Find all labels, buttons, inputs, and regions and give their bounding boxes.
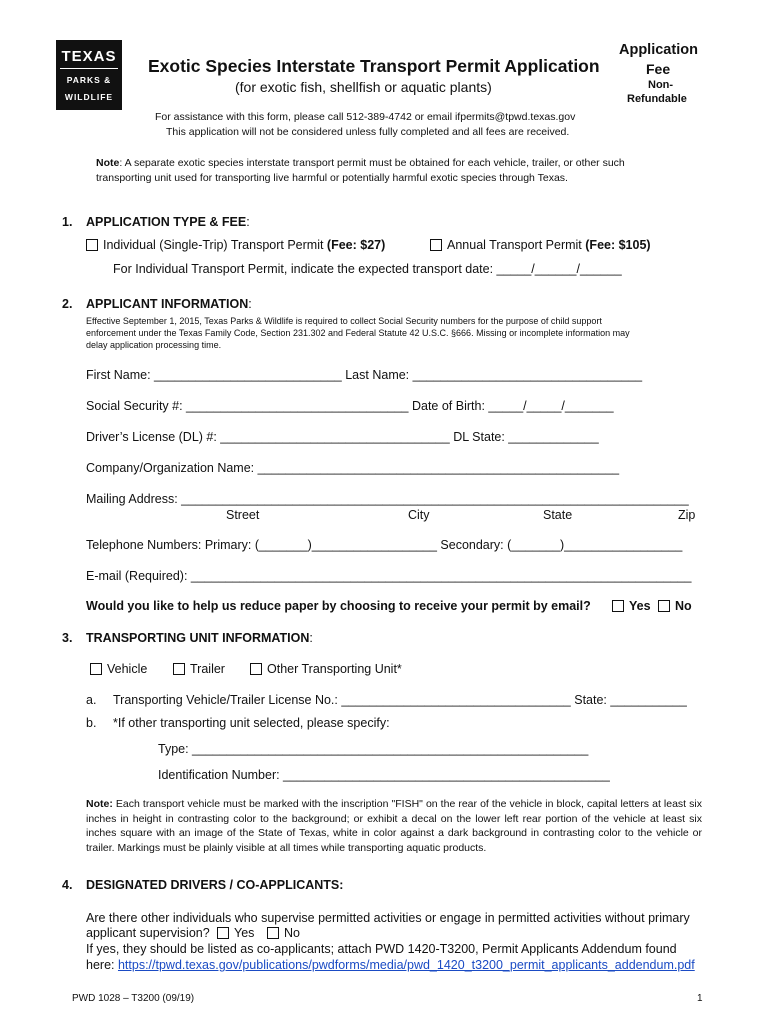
fee-box-line2: Fee	[646, 61, 671, 77]
logo-rule	[60, 68, 118, 69]
email-permit-no-option[interactable]: No	[658, 599, 692, 613]
addendum-link-line: here: https://tpwd.texas.gov/publications/pwdforms/media/pwd_1420_t3200_permit_applicants_addendum.pdf	[86, 958, 695, 972]
coapplicant-no-option[interactable]: No	[267, 926, 300, 940]
note-top-label: Note	[96, 157, 120, 169]
fee-box-line1: Application	[619, 42, 698, 58]
email-permit-no-checkbox[interactable]	[658, 600, 670, 612]
ssn-notice-line1: Effective September 1, 2015, Texas Parks & Wildlife is required to collect Social Security numbers for the purpose of child support	[86, 316, 602, 326]
note-top-line2: transporting unit used for transporting live harmful or potentially harmful exotic species through Texas.	[96, 172, 568, 184]
individual-permit-checkbox[interactable]	[86, 239, 98, 251]
company-field[interactable]: Company/Organization Name: ____________________________________________________	[86, 461, 620, 475]
page-number: 1	[697, 993, 703, 1004]
individual-permit-option[interactable]: Individual (Single-Trip) Transport Permit (Fee: $27)	[86, 238, 385, 252]
form-subtitle: (for exotic fish, shellfish or aquatic plants)	[235, 79, 492, 95]
logo-line-texas: TEXAS	[61, 48, 117, 65]
trailer-option[interactable]: Trailer	[173, 662, 225, 676]
item-b-label: b.	[86, 716, 97, 730]
other-unit-checkbox[interactable]	[250, 663, 262, 675]
form-title: Exotic Species Interstate Transport Permit Application	[148, 56, 600, 76]
section1-number: 1.	[62, 215, 73, 229]
section2-heading: APPLICANT INFORMATION:	[86, 297, 252, 311]
coapplicant-no-checkbox[interactable]	[267, 927, 279, 939]
vehicle-checkbox[interactable]	[90, 663, 102, 675]
email-permit-question: Would you like to help us reduce paper by choosing to receive your permit by email?	[86, 599, 591, 613]
section4-number: 4.	[62, 878, 73, 892]
logo-line-wildlife: WILDLIFE	[64, 92, 114, 102]
coapplicant-yes-checkbox[interactable]	[217, 927, 229, 939]
note-top-line1: Note: A separate exotic species interstate transport permit must be obtained for each vehicle, trailer, or other such	[96, 157, 625, 169]
section2-number: 2.	[62, 297, 73, 311]
other-unit-option[interactable]: Other Transporting Unit*	[250, 662, 402, 676]
tpwd-logo	[56, 40, 122, 110]
drivers-license-fields[interactable]: Driver’s License (DL) #: _________________________________ DL State: _____________	[86, 430, 599, 444]
mailing-address-field[interactable]: Mailing Address: _________________________________________________________________________	[86, 492, 689, 506]
other-unit-instruction: *If other transporting unit selected, please specify:	[113, 716, 390, 730]
fee-box-line4: Refundable	[627, 93, 687, 105]
ssn-dob-fields[interactable]: Social Security #: ________________________________ Date of Birth: _____/_____/_______	[86, 399, 614, 413]
completeness-notice: This application will not be considered unless fully completed and all fees are received.	[166, 126, 570, 138]
unit-id-field[interactable]: Identification Number: _______________________________________________	[158, 768, 610, 782]
mailing-city-label: City	[408, 508, 430, 522]
ssn-notice-line2: enforcement under the Texas Family Code, Section 231.302 and Federal Statute 42 U.S.C. §666. Missing or incomplete information may	[86, 328, 630, 338]
addendum-link[interactable]: https://tpwd.texas.gov/publications/pwdforms/media/pwd_1420_t3200_permit_applicants_addendum.pdf	[117, 958, 695, 972]
email-field[interactable]: E-mail (Required): ________________________________________________________________________	[86, 569, 692, 583]
transport-date-field[interactable]: For Individual Transport Permit, indicate the expected transport date: _____/______/______	[113, 262, 622, 276]
section1-heading: APPLICATION TYPE & FEE:	[86, 215, 250, 229]
annual-permit-checkbox[interactable]	[430, 239, 442, 251]
mailing-street-label: Street	[226, 508, 260, 522]
email-permit-yes-option[interactable]: Yes	[612, 599, 651, 613]
coapplicant-question-line1: Are there other individuals who supervise permitted activities or engage in permitted activities without primary	[86, 911, 690, 925]
trailer-checkbox[interactable]	[173, 663, 185, 675]
form-id: PWD 1028 – T3200 (09/19)	[72, 993, 195, 1004]
annual-permit-option[interactable]: Annual Transport Permit (Fee: $105)	[430, 238, 651, 252]
unit-type-field[interactable]: Type: _________________________________________________________	[158, 742, 589, 756]
email-permit-yes-checkbox[interactable]	[612, 600, 624, 612]
ssn-notice-line3: delay application processing time.	[86, 340, 222, 350]
vehicle-option[interactable]: Vehicle	[90, 662, 147, 676]
item-a-label: a.	[86, 693, 97, 707]
telephone-fields[interactable]: Telephone Numbers: Primary: (_______)__________________ Secondary: (_______)_________________	[86, 538, 683, 552]
vehicle-marking-note: Note: Each transport vehicle must be marked with the inscription "FISH" on the rear of the vehicle in block, capital letters at least six inches in height in contrasting color to the background; or exhibit a decal on the lower left rear portion of the vehicle at least six inches square with an image of the State of Texas, white in color against a dark background in contrasting color to the vehicle or trailer. Markings must be plainly visible at all times while transporting aquatic products.	[86, 798, 702, 854]
coapplicant-yes-option[interactable]: Yes	[217, 926, 254, 940]
coapplicant-instruction: If yes, they should be listed as co-applicants; attach PWD 1420-T3200, Permit Applicants Addendum found	[86, 942, 677, 956]
name-fields[interactable]: First Name: ___________________________ Last Name: _________________________________	[86, 368, 643, 382]
vehicle-license-fields[interactable]: Transporting Vehicle/Trailer License No.: _________________________________ State: ___________	[113, 693, 687, 707]
mailing-state-label: State	[543, 508, 573, 522]
section3-number: 3.	[62, 631, 73, 645]
coapplicant-question-line2: applicant supervision?	[86, 926, 210, 940]
section4-heading: DESIGNATED DRIVERS / CO-APPLICANTS:	[86, 878, 344, 892]
section3-heading: TRANSPORTING UNIT INFORMATION:	[86, 631, 313, 645]
fee-box-line3: Non-	[648, 79, 674, 91]
logo-line-parks: PARKS &	[66, 75, 112, 85]
assistance-text: For assistance with this form, please call 512-389-4742 or email ifpermits@tpwd.texas.gov	[155, 111, 576, 123]
mailing-zip-label: Zip	[678, 508, 696, 522]
